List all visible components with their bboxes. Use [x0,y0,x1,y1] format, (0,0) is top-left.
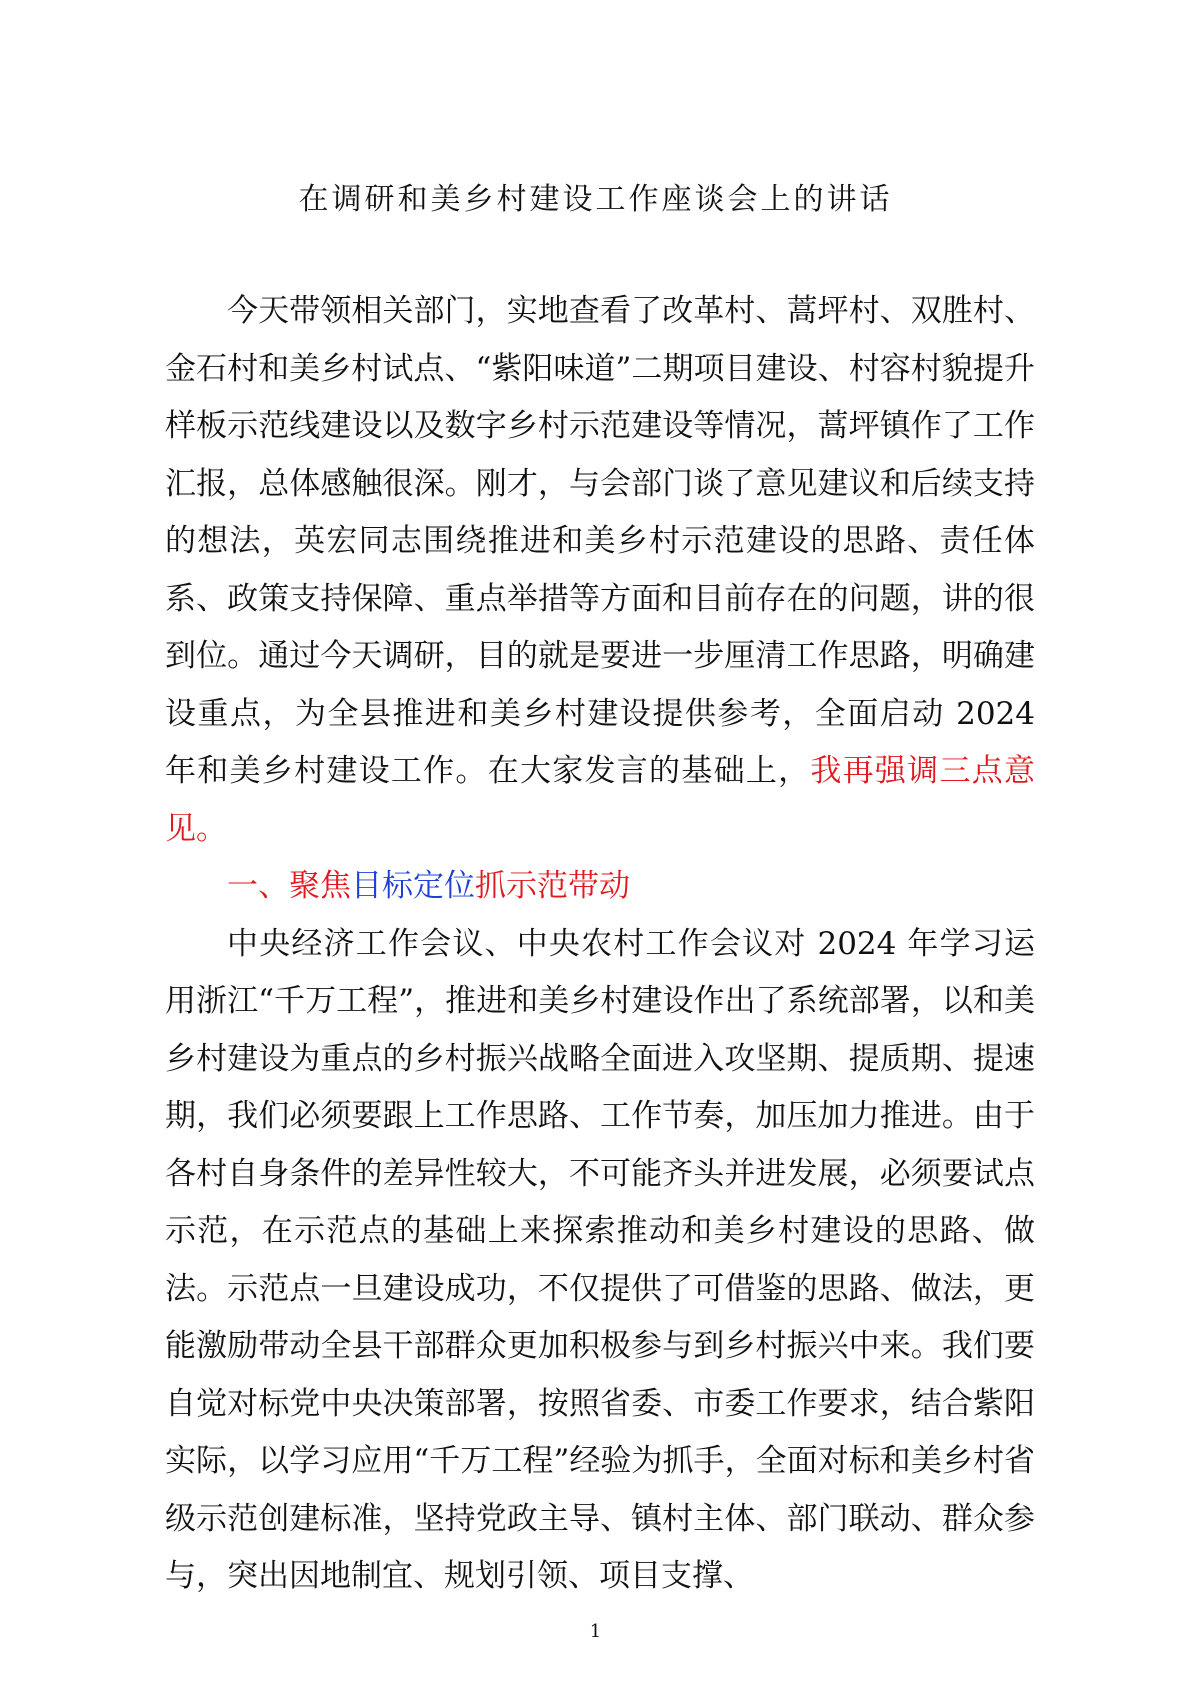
section-heading-1 [165,858,1035,916]
paragraph-intro [165,283,1035,858]
document-body [165,283,1035,1606]
paragraph-intro-highlight: 我再强调三点意见。 [165,753,1036,847]
section-heading-1-tail: 抓示范带动 [475,868,630,904]
page-number: 1 [589,1621,602,1642]
section-heading-1-focus: 目标定位 [351,868,475,904]
paragraph-intro-text: 今天带领相关部门，实地查看了改革村、蒿坪村、双胜村、金石村和美乡村试点、“紫阳味道”二期项目建设、村容村貌提升样板示范线建设以及数字乡村示范建设等情况，蒿坪镇作了工作汇报，总体感触很深。刚才，与会部门谈了意见建议和后续支持的想法，英宏同志围绕推进和美乡村示范建设的思路、责任体系、政策支持保障、重点举措等方面和目前存在的问题，讲的很到位。通过今天调研，目的就是要进一步厘清工作思路，明确建设重点，为全县推进和美乡村建设提供参考，全面启动 2024 年和美乡村建设工作。在大家发言的基础上， [165,293,1035,789]
section-heading-1-number: 一、聚焦 [227,868,351,904]
paragraph-section-1: 中央经济工作会议、中央农村工作会议对 2024 年学习运用浙江“千万工程”，推进和美乡村建设作出了系统部署，以和美乡村建设为重点的乡村振兴战略全面进入攻坚期、提质期、提速期，我们必须要跟上工作思路、工作节奏，加压加力推进。由于各村自身条件的差异性较大，不可能齐头并进发展，必须要试点示范，在示范点的基础上来探索推动和美乡村建设的思路、做法。示范点一旦建设成功，不仅提供了可借鉴的思路、做法，更能激励带动全县干部群众更加积极参与到乡村振兴中来。我们要自觉对标党中央决策部署，按照省委、市委工作要求，结合紫阳实际，以学习应用“千万工程”经验为抓手，全面对标和美乡村省级示范创建标准，坚持党政主导、镇村主体、部门联动、群众参与，突出因地制宜、规划引领、项目支撑、 [165,925,1035,1594]
document-title: 在调研和美乡村建设工作座谈会上的讲话 [298,182,893,217]
